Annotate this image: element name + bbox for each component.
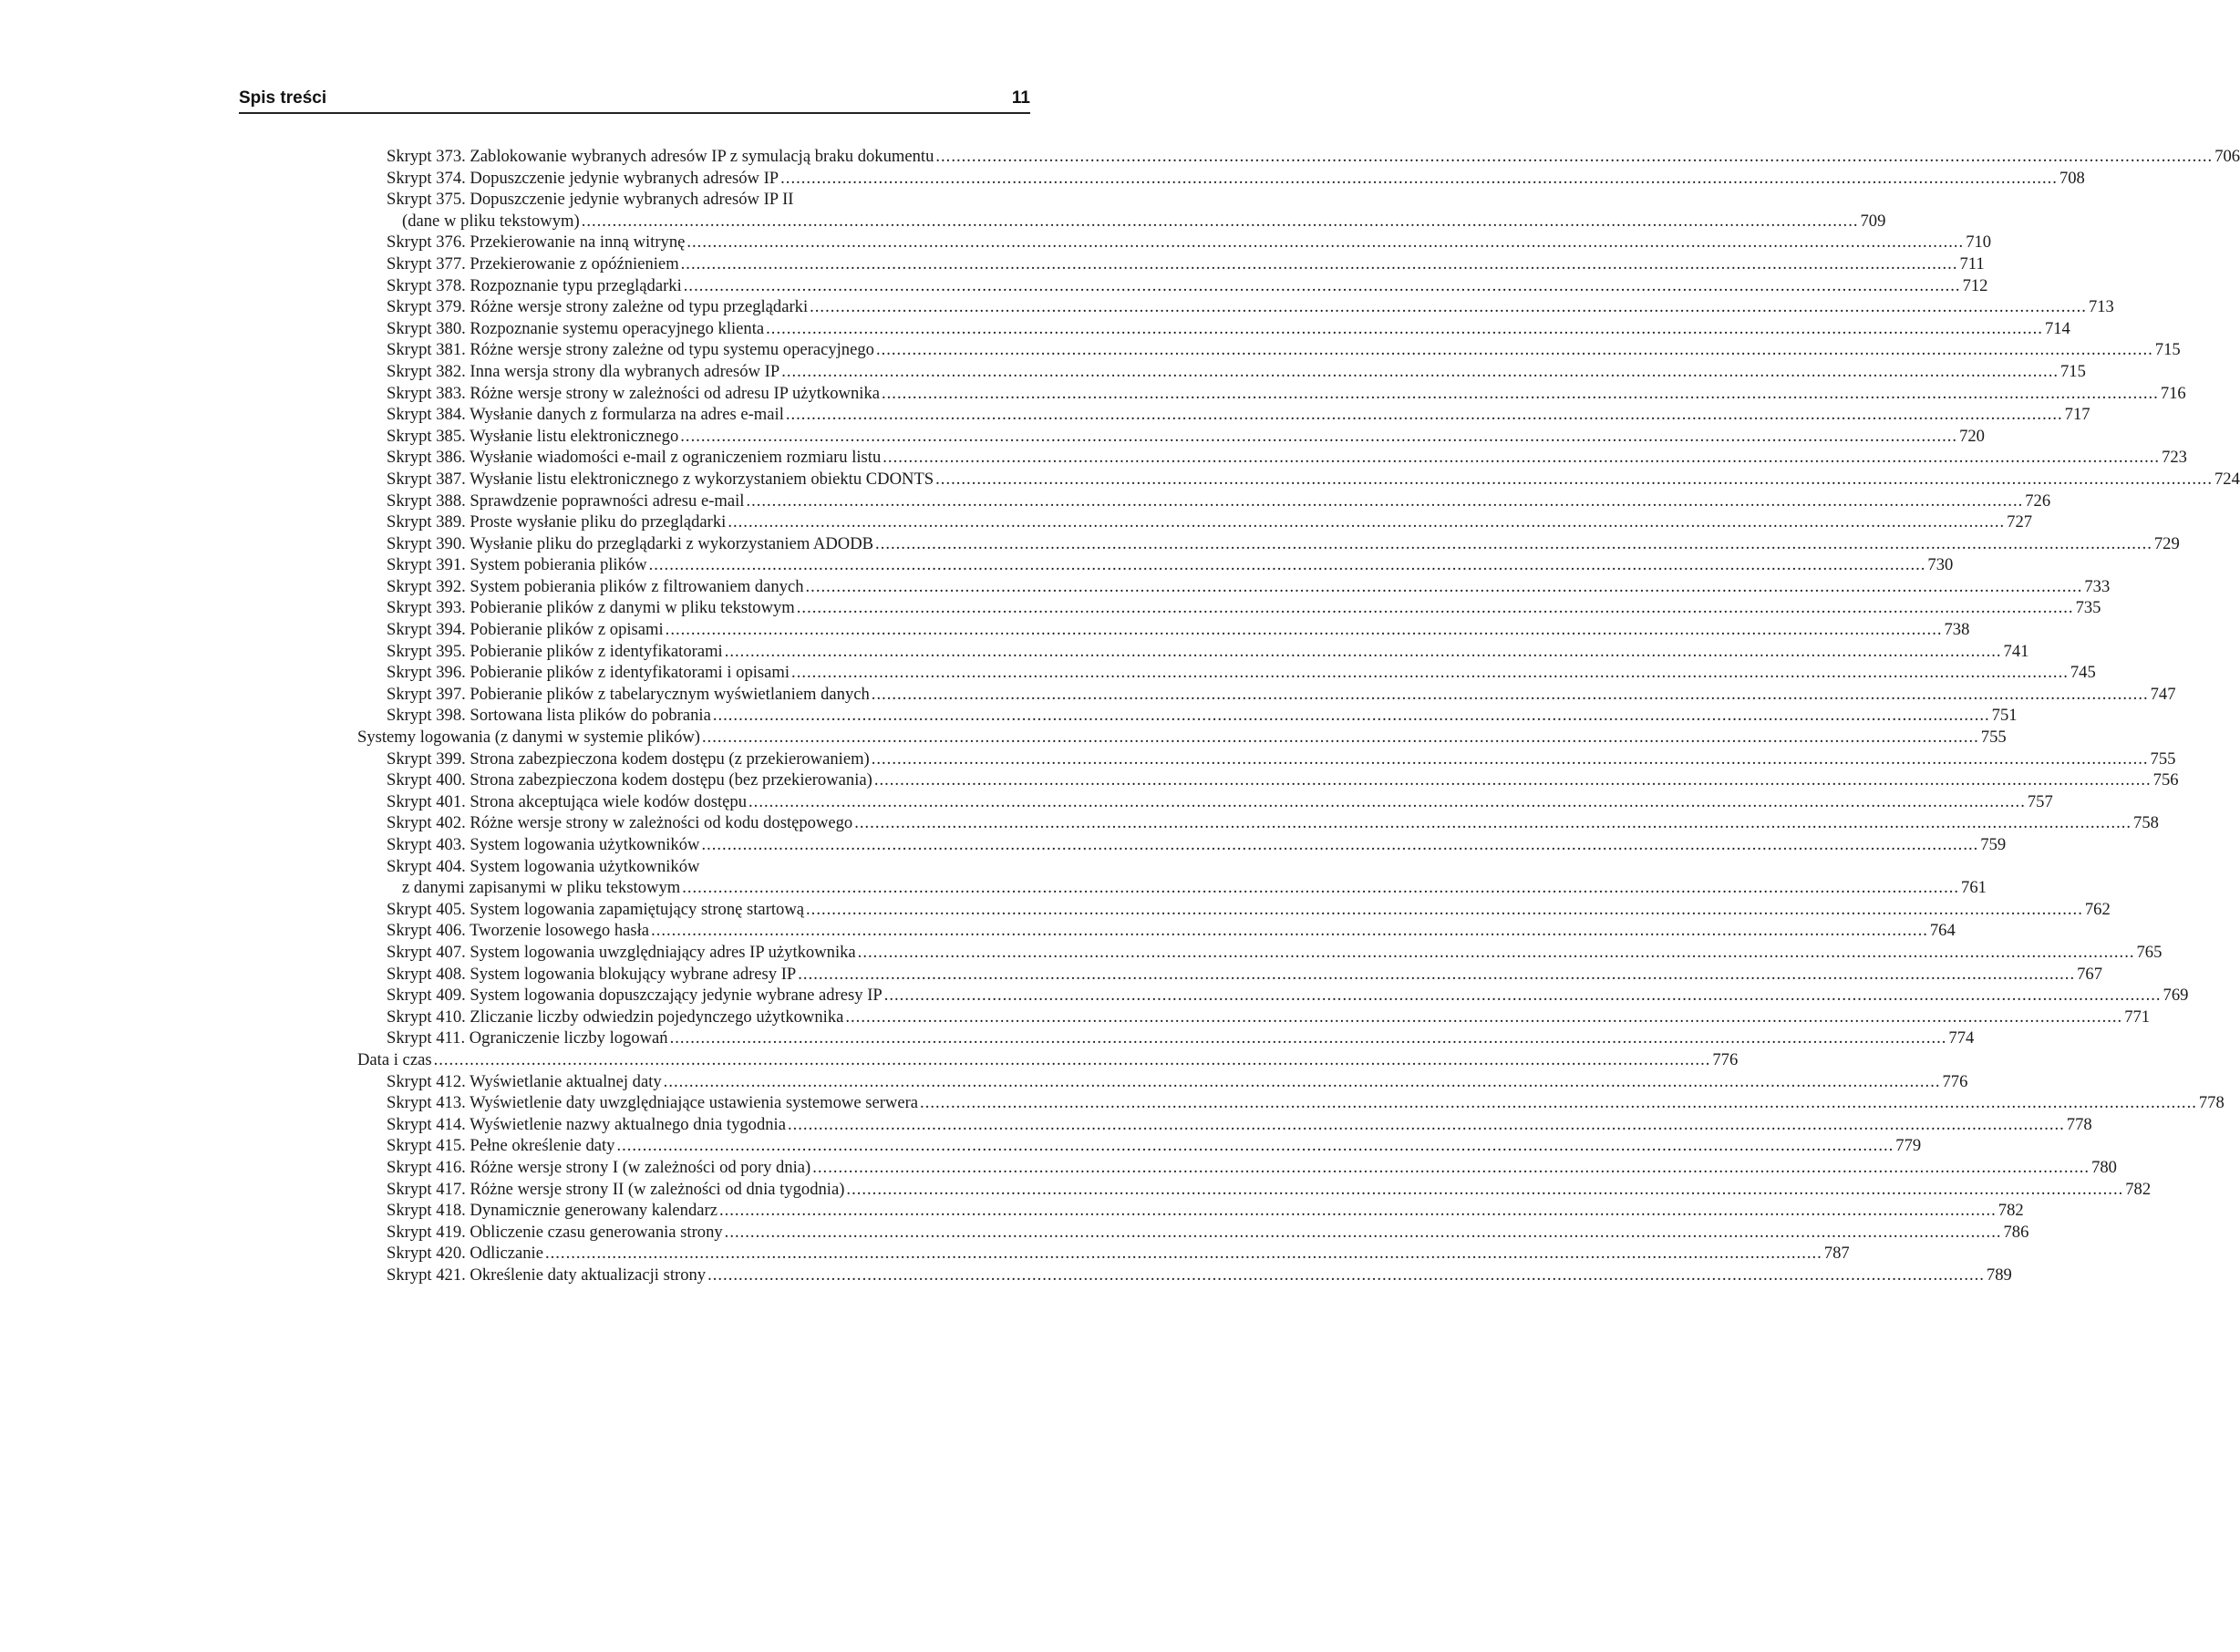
toc-entry-page: 789 bbox=[1986, 1265, 2012, 1285]
toc-entry[interactable] bbox=[357, 533, 2180, 555]
toc-entry-page: 713 bbox=[2088, 297, 2114, 317]
toc-entry[interactable] bbox=[357, 920, 1956, 942]
dot-leader bbox=[680, 426, 1957, 448]
toc-entry-title: Skrypt 407. System logowania uwzględniający adres IP użytkownika bbox=[387, 942, 856, 962]
dot-leader bbox=[725, 641, 2002, 663]
dot-leader bbox=[786, 404, 2063, 426]
toc-entry-title: Skrypt 384. Wysłanie danych z formularza na adres e-mail bbox=[387, 405, 784, 425]
toc-entry-title: Skrypt 386. Wysłanie wiadomości e-mail z ograniczeniem rozmiaru listu bbox=[387, 448, 882, 468]
toc-entry-title: Skrypt 403. System logowania użytkowników bbox=[387, 835, 700, 854]
dot-leader bbox=[798, 964, 2075, 986]
toc-entry-title: Skrypt 383. Różne wersje strony w zależności od adresu IP użytkownika bbox=[387, 383, 880, 403]
toc-entry-page: 745 bbox=[2070, 663, 2096, 683]
toc-entry-title: Skrypt 391. System pobierania plików bbox=[387, 555, 647, 575]
toc-entry-page: 733 bbox=[2084, 576, 2111, 596]
toc-entry[interactable] bbox=[357, 1157, 2117, 1179]
toc-entry-page: 714 bbox=[2044, 318, 2070, 338]
dot-leader bbox=[686, 232, 1964, 253]
dot-leader bbox=[846, 1179, 2123, 1201]
toc-entry-title: Skrypt 392. System pobierania plików z filtrowaniem danych bbox=[387, 576, 804, 596]
toc-entry-title: Skrypt 417. Różne wersje strony II (w zależności od dnia tygodnia) bbox=[387, 1179, 845, 1199]
toc-entry-title: Skrypt 396. Pobieranie plików z identyfikatorami i opisami bbox=[387, 663, 790, 683]
dot-leader bbox=[746, 490, 2023, 512]
toc-entry[interactable] bbox=[357, 1071, 1968, 1093]
toc-entry-title: Skrypt 399. Strona zabezpieczona kodem dostępu (z przekierowaniem) bbox=[387, 749, 870, 769]
toc-entry-page: 727 bbox=[2007, 512, 2033, 532]
toc-entry-title: Skrypt 385. Wysłanie listu elektronicznego bbox=[387, 426, 679, 446]
table-of-contents bbox=[357, 146, 2240, 1285]
toc-section-entry[interactable] bbox=[357, 1049, 1739, 1071]
toc-entry-page: 755 bbox=[1980, 728, 2007, 748]
toc-entry[interactable] bbox=[357, 253, 1985, 275]
dot-leader bbox=[682, 877, 1959, 899]
dot-leader bbox=[616, 1135, 1894, 1157]
running-header bbox=[239, 87, 1030, 114]
dot-leader bbox=[707, 1265, 1985, 1286]
toc-entry-title: Skrypt 421. Określenie daty aktualizacji strony bbox=[387, 1265, 707, 1285]
dot-leader bbox=[845, 1007, 2122, 1028]
toc-entry[interactable] bbox=[357, 404, 2090, 426]
dot-leader bbox=[728, 511, 2005, 533]
toc-entry[interactable] bbox=[357, 964, 2102, 986]
toc-entry-page: 769 bbox=[2163, 986, 2189, 1006]
toc-entry-title: Skrypt 411. Ograniczenie liczby logowań bbox=[387, 1028, 668, 1048]
toc-entry-page: 709 bbox=[1860, 211, 1886, 231]
dot-leader bbox=[434, 1049, 1711, 1071]
toc-entry[interactable] bbox=[357, 597, 2101, 619]
dot-leader bbox=[935, 469, 2213, 490]
dot-leader bbox=[920, 1092, 2197, 1114]
toc-entry-page: 757 bbox=[2027, 791, 2053, 811]
toc-entry[interactable] bbox=[357, 232, 1992, 253]
toc-entry-page: 738 bbox=[1944, 620, 1970, 640]
toc-entry-page: 706 bbox=[2214, 147, 2240, 166]
toc-entry-page: 767 bbox=[2077, 964, 2102, 984]
toc-entry-title: Skrypt 406. Tworzenie losowego hasła bbox=[387, 921, 650, 941]
dot-leader bbox=[854, 812, 2132, 834]
toc-entry[interactable] bbox=[357, 705, 2018, 727]
dot-leader bbox=[874, 769, 2152, 791]
toc-entry-title: Skrypt 402. Różne wersje strony w zależności od kodu dostępowego bbox=[387, 813, 853, 833]
toc-entry-title: Skrypt 381. Różne wersje strony zależne od typu systemu operacyjnego bbox=[387, 340, 874, 360]
toc-entry[interactable] bbox=[357, 641, 2029, 663]
toc-entry[interactable] bbox=[357, 985, 2189, 1007]
toc-entry-title: Skrypt 395. Pobieranie plików z identyfikatorami bbox=[387, 641, 723, 661]
toc-entry-page: 711 bbox=[1959, 253, 1985, 274]
header-title: Spis treści bbox=[239, 88, 327, 108]
toc-entry[interactable] bbox=[357, 339, 2181, 361]
toc-entry-title: z danymi zapisanymi w pliku tekstowym bbox=[402, 878, 681, 898]
dot-leader bbox=[858, 942, 2135, 964]
toc-entry-page: 716 bbox=[2160, 383, 2186, 403]
toc-entry-title: Skrypt 416. Różne wersje strony I (w zależności od pory dnia) bbox=[387, 1157, 811, 1177]
toc-entry[interactable] bbox=[357, 1179, 2152, 1201]
toc-entry-title: Skrypt 390. Wysłanie pliku do przeglądarki z wykorzystaniem ADODB bbox=[387, 533, 874, 553]
dot-leader bbox=[883, 447, 2160, 469]
dot-leader bbox=[806, 899, 2083, 921]
dot-leader bbox=[766, 318, 2043, 340]
toc-entry-title: Skrypt 378. Rozpoznanie typu przeglądarki bbox=[387, 275, 682, 295]
toc-entry-title: Skrypt 412. Wyświetlanie aktualnej daty bbox=[387, 1071, 662, 1091]
toc-entry-page: 715 bbox=[2154, 340, 2181, 360]
toc-entry[interactable] bbox=[357, 426, 1985, 448]
toc-entry[interactable] bbox=[357, 619, 1970, 641]
toc-entry[interactable] bbox=[357, 1200, 2024, 1222]
toc-entry-title: Skrypt 400. Strona zabezpieczona kodem dostępu (bez przekierowania) bbox=[387, 770, 872, 790]
dot-leader bbox=[872, 749, 2149, 770]
dot-leader bbox=[810, 296, 2087, 318]
dot-leader bbox=[872, 684, 2149, 706]
toc-entry-title: Skrypt 418. Dynamicznie generowany kalendarz bbox=[387, 1201, 717, 1221]
dot-leader bbox=[702, 727, 1979, 749]
toc-entry-title: Skrypt 393. Pobieranie plików z danymi w pliku tekstowym bbox=[387, 598, 795, 618]
toc-entry-title: Skrypt 420. Odliczanie bbox=[387, 1244, 543, 1264]
dot-leader bbox=[806, 576, 2083, 598]
toc-entry[interactable] bbox=[357, 146, 2240, 168]
toc-entry-title: Skrypt 388. Sprawdzenie poprawności adresu e-mail bbox=[387, 490, 745, 511]
toc-entry-title: Skrypt 413. Wyświetlenie daty uwzględniające ustawienia systemowe serwera bbox=[387, 1093, 919, 1113]
toc-entry[interactable] bbox=[357, 490, 2051, 512]
toc-entry[interactable] bbox=[357, 1007, 2151, 1028]
toc-entry-page: 787 bbox=[1823, 1244, 1850, 1264]
toc-entry[interactable] bbox=[357, 469, 2240, 490]
toc-entry-page: 782 bbox=[1997, 1201, 2024, 1221]
toc-entry[interactable] bbox=[357, 1265, 2012, 1286]
dot-leader bbox=[791, 662, 2069, 684]
dot-leader bbox=[666, 619, 1943, 641]
toc-entry-page: 726 bbox=[2025, 490, 2051, 511]
toc-entry-page: 782 bbox=[2125, 1179, 2152, 1199]
toc-entry-title: Skrypt 397. Pobieranie plików z tabelarycznym wyświetlaniem danych bbox=[387, 684, 870, 704]
toc-entry-page: 764 bbox=[1929, 921, 1956, 941]
toc-entry-page: 715 bbox=[2060, 361, 2086, 381]
toc-entry[interactable] bbox=[357, 168, 2085, 190]
toc-entry[interactable] bbox=[357, 877, 1987, 899]
dot-leader bbox=[582, 211, 1859, 232]
toc-entry-title: Skrypt 389. Proste wysłanie pliku do przeglądarki bbox=[387, 512, 727, 532]
dot-leader bbox=[748, 791, 2026, 813]
toc-entry[interactable] bbox=[357, 684, 2176, 706]
dot-leader bbox=[681, 253, 1958, 275]
toc-entry[interactable] bbox=[357, 1027, 1975, 1049]
toc-entry-title: Skrypt 415. Pełne określenie daty bbox=[387, 1136, 615, 1156]
dot-leader bbox=[664, 1071, 1941, 1093]
toc-entry[interactable] bbox=[357, 1222, 2029, 1244]
toc-entry[interactable] bbox=[357, 942, 2163, 964]
toc-entry-page: 778 bbox=[2198, 1093, 2225, 1113]
toc-entry-page: 717 bbox=[2064, 405, 2090, 425]
toc-entry-page: 730 bbox=[1927, 555, 1954, 575]
dot-leader bbox=[780, 168, 2058, 190]
dot-leader bbox=[725, 1222, 2002, 1244]
dot-leader bbox=[875, 533, 2152, 555]
toc-entry-title: Skrypt 380. Rozpoznanie systemu operacyjnego klienta bbox=[387, 318, 765, 338]
toc-entry-page: 780 bbox=[2091, 1157, 2117, 1177]
toc-entry[interactable] bbox=[357, 447, 2187, 469]
toc-entry[interactable] bbox=[357, 856, 1027, 878]
toc-entry-title: Systemy logowania (z danymi w systemie plików) bbox=[357, 728, 700, 748]
toc-entry-page: 761 bbox=[1961, 878, 1987, 898]
toc-entry[interactable] bbox=[357, 899, 2111, 921]
toc-entry-page: 741 bbox=[2003, 641, 2029, 661]
toc-entry-page: 758 bbox=[2133, 813, 2159, 833]
dot-leader bbox=[701, 834, 1978, 856]
toc-entry-title: Skrypt 387. Wysłanie listu elektronicznego z wykorzystaniem obiektu CDONTS bbox=[387, 469, 934, 489]
toc-entry-page: 712 bbox=[1962, 275, 1988, 295]
toc-entry-title: (dane w pliku tekstowym) bbox=[402, 211, 580, 231]
toc-entry-page: 776 bbox=[1942, 1071, 1968, 1091]
toc-entry[interactable] bbox=[357, 791, 2053, 813]
dot-leader bbox=[884, 985, 2162, 1007]
header-page-number: 11 bbox=[1011, 88, 1030, 108]
toc-entry-page: 762 bbox=[2084, 899, 2111, 919]
toc-entry[interactable] bbox=[357, 554, 1954, 576]
toc-entry-title: Skrypt 382. Inna wersja strony dla wybranych adresów IP bbox=[387, 361, 780, 381]
toc-entry-page: 776 bbox=[1712, 1049, 1739, 1069]
toc-entry-page: 786 bbox=[2003, 1222, 2029, 1242]
toc-entry-title: Skrypt 379. Różne wersje strony zależne od typu przeglądarki bbox=[387, 297, 809, 317]
dot-leader bbox=[788, 1114, 2065, 1136]
toc-entry[interactable] bbox=[357, 275, 1988, 297]
toc-entry-title: Data i czas bbox=[357, 1049, 432, 1069]
dot-leader bbox=[651, 920, 1928, 942]
toc-entry-title: Skrypt 414. Wyświetlenie nazwy aktualnego dnia tygodnia bbox=[387, 1114, 786, 1134]
toc-entry-title: Skrypt 419. Obliczenie czasu generowania strony bbox=[387, 1222, 723, 1242]
toc-section-entry[interactable] bbox=[357, 727, 2007, 749]
toc-entry-page: 774 bbox=[1948, 1028, 1975, 1048]
toc-entry[interactable] bbox=[357, 812, 2159, 834]
toc-entry-title: Skrypt 401. Strona akceptująca wiele kodów dostępu bbox=[387, 791, 748, 811]
toc-entry-page: 771 bbox=[2124, 1007, 2151, 1027]
toc-entry-title: Skrypt 408. System logowania blokujący wybrane adresy IP bbox=[387, 964, 797, 984]
toc-entry[interactable] bbox=[357, 318, 2070, 340]
toc-entry-title: Skrypt 409. System logowania dopuszczający jedynie wybrane adresy IP bbox=[387, 986, 883, 1006]
toc-entry-page: 729 bbox=[2153, 533, 2180, 553]
toc-entry[interactable] bbox=[357, 1135, 1922, 1157]
dot-leader bbox=[545, 1243, 1822, 1265]
dot-leader bbox=[812, 1157, 2090, 1179]
toc-entry-title: Skrypt 375. Dopuszczenie jedynie wybranych adresów IP II bbox=[387, 190, 794, 210]
toc-entry-page: 710 bbox=[1966, 232, 1992, 253]
dot-leader bbox=[670, 1027, 1947, 1049]
dot-leader bbox=[882, 383, 2159, 405]
toc-entry[interactable] bbox=[357, 749, 2176, 770]
dot-leader bbox=[797, 597, 2074, 619]
toc-entry-title: Skrypt 410. Zliczanie liczby odwiedzin pojedynczego użytkownika bbox=[387, 1007, 844, 1027]
toc-entry[interactable] bbox=[357, 834, 2007, 856]
toc-entry[interactable] bbox=[357, 296, 2114, 318]
dot-leader bbox=[719, 1200, 1997, 1222]
toc-entry[interactable] bbox=[357, 1243, 1850, 1265]
toc-entry-title: Skrypt 376. Przekierowanie na inną witrynę bbox=[387, 232, 686, 253]
toc-entry[interactable] bbox=[357, 662, 2096, 684]
toc-entry[interactable] bbox=[357, 1114, 2092, 1136]
toc-entry[interactable] bbox=[357, 576, 2111, 598]
toc-entry-page: 751 bbox=[1991, 706, 2018, 726]
dot-leader bbox=[713, 705, 1990, 727]
dot-leader bbox=[649, 554, 1926, 576]
toc-entry-title: Skrypt 374. Dopuszczenie jedynie wybranych adresów IP bbox=[387, 168, 779, 188]
toc-entry[interactable] bbox=[357, 189, 1027, 211]
toc-entry-page: 708 bbox=[2059, 168, 2085, 188]
toc-entry[interactable] bbox=[357, 1092, 2225, 1114]
toc-entry-title: Skrypt 404. System logowania użytkowników bbox=[387, 856, 700, 876]
toc-entry-page: 720 bbox=[1959, 426, 1985, 446]
toc-entry[interactable] bbox=[357, 769, 2179, 791]
toc-entry-title: Skrypt 394. Pobieranie plików z opisami bbox=[387, 620, 664, 640]
dot-leader bbox=[876, 339, 2153, 361]
toc-entry-page: 778 bbox=[2066, 1114, 2092, 1134]
toc-entry-title: Skrypt 398. Sortowana lista plików do pobrania bbox=[387, 706, 711, 726]
toc-entry-title: Skrypt 373. Zablokowanie wybranych adresów IP z symulacją braku dokumentu bbox=[387, 147, 934, 166]
toc-entry[interactable] bbox=[357, 361, 2086, 383]
dot-leader bbox=[935, 146, 2213, 168]
toc-entry-title: Skrypt 405. System logowania zapamiętujący stronę startową bbox=[387, 899, 805, 919]
toc-entry[interactable] bbox=[357, 511, 2033, 533]
toc-entry-page: 723 bbox=[2162, 448, 2187, 468]
dot-leader bbox=[781, 361, 2059, 383]
toc-entry-title: Skrypt 377. Przekierowanie z opóźnieniem bbox=[387, 253, 679, 274]
toc-entry[interactable] bbox=[357, 383, 2186, 405]
toc-entry[interactable] bbox=[357, 211, 1886, 232]
toc-entry-page: 735 bbox=[2075, 598, 2101, 618]
dot-leader bbox=[684, 275, 1961, 297]
toc-entry-page: 759 bbox=[1980, 835, 2007, 854]
toc-entry-page: 756 bbox=[2152, 770, 2179, 790]
toc-entry-page: 779 bbox=[1895, 1136, 1922, 1156]
toc-entry-page: 755 bbox=[2150, 749, 2176, 769]
toc-entry-page: 747 bbox=[2150, 684, 2176, 704]
toc-entry-page: 765 bbox=[2136, 942, 2163, 962]
toc-entry-page: 724 bbox=[2214, 469, 2240, 489]
